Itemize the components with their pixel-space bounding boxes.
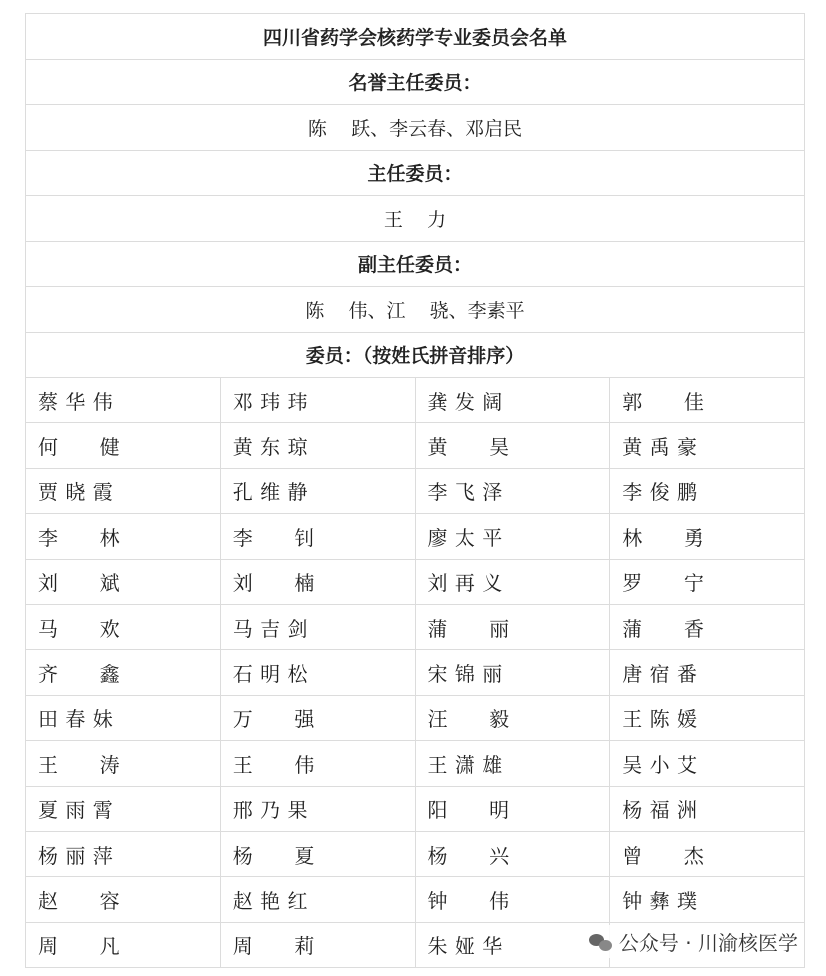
members-heading: 委员：（按姓氏拼音排序） [26, 332, 805, 378]
director-names: 王 力 [26, 196, 805, 242]
member-name: 马 欢 [26, 604, 221, 649]
member-name: 王 陈 媛 [610, 695, 805, 740]
member-row [26, 514, 805, 559]
member-name: 马 吉 剑 [220, 604, 415, 649]
honorary-names-row [26, 105, 805, 151]
member-name: 阳 明 [415, 786, 610, 831]
member-name: 朱 娅 华 [415, 922, 610, 967]
member-name: 夏 雨 霄 [26, 786, 221, 831]
member-row [26, 877, 805, 922]
title-row [26, 14, 805, 60]
member-name: 曾 杰 [610, 831, 805, 876]
vice-names-row [26, 287, 805, 333]
member-name: 杨 丽 萍 [26, 831, 221, 876]
honorary-head-row [26, 59, 805, 105]
member-name: 王 潇 雄 [415, 741, 610, 786]
member-row [26, 786, 805, 831]
member-name: 李 俊 鹏 [610, 468, 805, 513]
member-row [26, 559, 805, 604]
member-name: 刘 斌 [26, 559, 221, 604]
member-name: 蔡 华 伟 [26, 378, 221, 423]
member-name: 周 莉 [220, 922, 415, 967]
member-name: 王 伟 [220, 741, 415, 786]
member-row [26, 378, 805, 423]
member-row [26, 423, 805, 468]
member-name: 林 勇 [610, 514, 805, 559]
member-name: 石 明 松 [220, 650, 415, 695]
member-name: 孔 维 静 [220, 468, 415, 513]
member-name: 钟 伟 [415, 877, 610, 922]
member-name: 宋 锦 丽 [415, 650, 610, 695]
member-row [26, 831, 805, 876]
members-head-row [26, 332, 805, 378]
member-name: 赵 容 [26, 877, 221, 922]
member-name: 田 春 妹 [26, 695, 221, 740]
member-name: 杨 夏 [220, 831, 415, 876]
member-name: 郭 佳 [610, 378, 805, 423]
member-name: 黄 禹 豪 [610, 423, 805, 468]
member-name: 邢 乃 果 [220, 786, 415, 831]
director-head-row [26, 150, 805, 196]
committee-table [25, 13, 805, 968]
member-name: 李 飞 泽 [415, 468, 610, 513]
member-name: 罗 宁 [610, 559, 805, 604]
member-name: 贾 晓 霞 [26, 468, 221, 513]
member-name: 周 凡 [26, 922, 221, 967]
member-name: 李 林 [26, 514, 221, 559]
member-name: 赵 艳 红 [220, 877, 415, 922]
member-name: 蒲 香 [610, 604, 805, 649]
member-name: 黄 东 琼 [220, 423, 415, 468]
member-row [26, 468, 805, 513]
members-grid [26, 378, 805, 968]
member-name: 李 钊 [220, 514, 415, 559]
member-row [26, 695, 805, 740]
watermark [585, 925, 802, 958]
director-names-row [26, 196, 805, 242]
member-row [26, 650, 805, 695]
member-name: 唐 宿 番 [610, 650, 805, 695]
member-name: 蒲 丽 [415, 604, 610, 649]
member-name: 黄 昊 [415, 423, 610, 468]
member-name: 齐 鑫 [26, 650, 221, 695]
member-row [26, 741, 805, 786]
vice-director-heading: 副主任委员： [26, 241, 805, 287]
director-heading: 主任委员： [26, 150, 805, 196]
member-name: 汪 毅 [415, 695, 610, 740]
member-name: 王 涛 [26, 741, 221, 786]
member-name: 刘 再 义 [415, 559, 610, 604]
member-name: 何 健 [26, 423, 221, 468]
member-name: 杨 福 洲 [610, 786, 805, 831]
honorary-director-names: 陈 跃、李云春、邓启民 [26, 105, 805, 151]
table-title: 四川省药学会核药学专业委员会名单 [26, 14, 805, 60]
member-name: 万 强 [220, 695, 415, 740]
member-row [26, 604, 805, 649]
member-name: 吴 小 艾 [610, 741, 805, 786]
watermark-text: 公众号 · 川渝核医学 [618, 931, 798, 955]
honorary-director-heading: 名誉主任委员： [26, 59, 805, 105]
vice-head-row [26, 241, 805, 287]
member-name: 廖 太 平 [415, 514, 610, 559]
member-name: 龚 发 阔 [415, 378, 610, 423]
wechat-icon [589, 932, 613, 952]
member-name: 杨 兴 [415, 831, 610, 876]
member-name: 钟 彝 璞 [610, 877, 805, 922]
member-name: 邓 玮 玮 [220, 378, 415, 423]
vice-director-names: 陈 伟、江 骁、李素平 [26, 287, 805, 333]
member-name: 刘 楠 [220, 559, 415, 604]
